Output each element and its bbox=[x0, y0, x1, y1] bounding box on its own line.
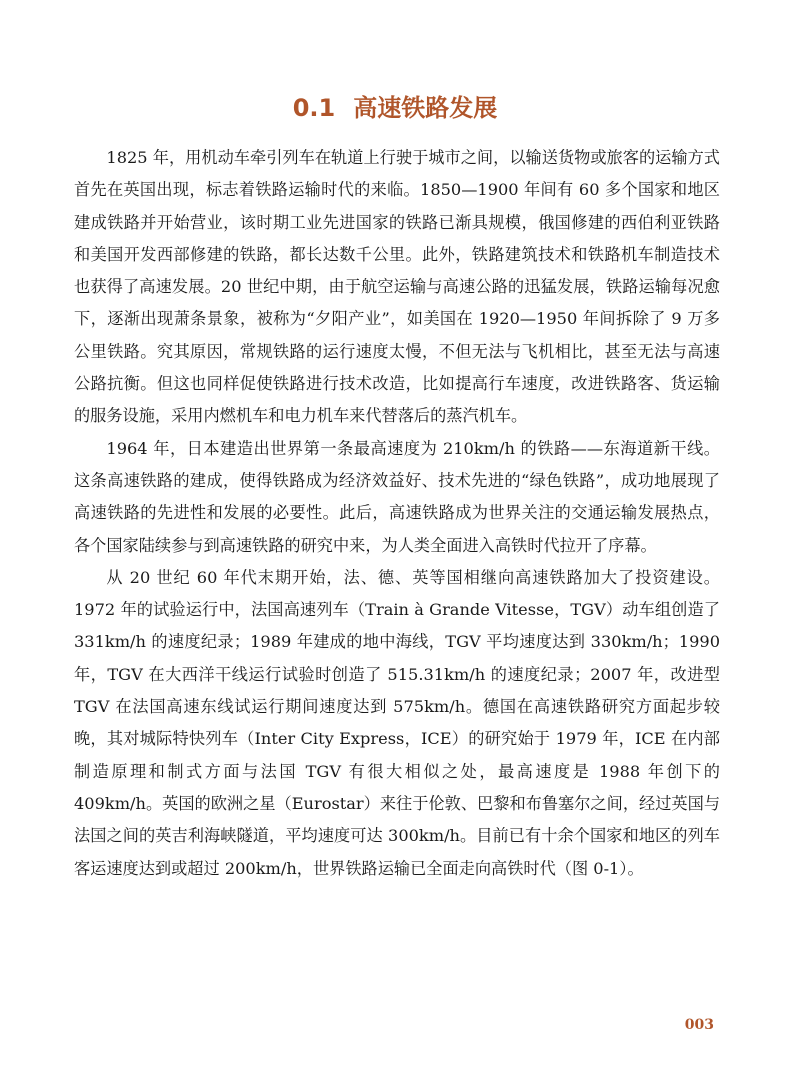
section-title: 高速铁路发展 bbox=[353, 94, 498, 123]
section-heading bbox=[0, 88, 790, 123]
paragraph-3: 从 20 世纪 60 年代末期开始，法、德、英等国相继向高速铁路加大了投资建设。1972 年的试验运行中，法国高速列车（Train à Grande Vitesse，TGV）动车组创造了 331km/h 的速度纪录；1989 年建成的地中海线，TGV 平均速度达到 330km/h；1990 年，TGV 在大西洋干线运行试验时创造了 515.31km/h 的速度纪录；2007 年，改进型 TGV 在法国高速东线试运行期间速度达到 575km/h。德国在高速铁路研究方面起步较晚，其对城际特快列车（Inter City Express，ICE）的研究始于 1979 年，ICE 在内部制造原理和制式方面与法国 TGV 有很大相似之处，最高速度是 1988 年创下的 409km/h。英国的欧洲之星（Eurostar）来往于伦敦、巴黎和布鲁塞尔之间，经过英国与法国之间的英吉利海峡隧道，平均速度可达 300km/h。目前已有十余个国家和地区的列车客运速度达到或超过 200km/h，世界铁路运输已全面走向高铁时代（图 0-1）。 bbox=[74, 567, 720, 878]
section-number: 0.1 bbox=[292, 94, 336, 123]
paragraph-1: 1825 年，用机动车牵引列车在轨道上行驶于城市之间，以输送货物或旅客的运输方式首先在英国出现，标志着铁路运输时代的来临。1850—1900 年间有 60 多个国家和地区建成铁路并开始营业，该时期工业先进国家的铁路已渐具规模，俄国修建的西伯利亚铁路和美国开发西部修建的铁路，都长达数千公里。此外，铁路建筑技术和铁路机车制造技术也获得了高速发展。20 世纪中期，由于航空运输与高速公路的迅猛发展，铁路运输每况愈下，逐渐出现萧条景象，被称为“夕阳产业”，如美国在 1920—1950 年间拆除了 9 万多公里铁路。究其原因，常规铁路的运行速度太慢，不但无法与飞机相比，甚至无法与高速公路抗衡。但这也同样促使铁路进行技术改造，比如提高行车速度，改进铁路客、货运输的服务设施，采用内燃机车和电力机车来代替落后的蒸汽机车。 bbox=[74, 148, 720, 426]
page-number: 003 bbox=[684, 1017, 714, 1033]
body-text bbox=[74, 142, 720, 885]
paragraph-2: 1964 年，日本建造出世界第一条最高速度为 210km/h 的铁路——东海道新干线。这条高速铁路的建成，使得铁路成为经济效益好、技术先进的“绿色铁路”，成功地展现了高速铁路的先进性和发展的必要性。此后，高速铁路成为世界关注的交通运输发展热点，各个国家陆续参与到高速铁路的研究中来，为人类全面进入高铁时代拉开了序幕。 bbox=[74, 438, 720, 555]
